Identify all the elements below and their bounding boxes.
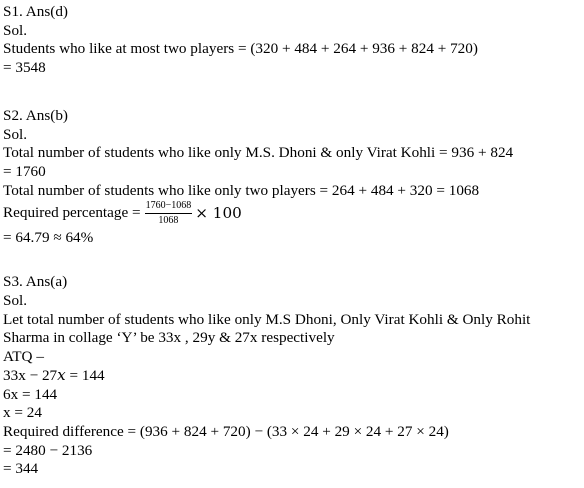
s2-sol-label: Sol.	[3, 126, 28, 143]
s1-heading: S1. Ans(d)	[3, 3, 68, 20]
s1-sol-label: Sol.	[3, 22, 28, 39]
s3-line-2: Sharma in collage ‘Y’ be 33x , 29y & 27x respectively	[3, 329, 335, 346]
fraction	[145, 200, 193, 227]
s3-heading: S3. Ans(a)	[3, 273, 68, 290]
s2-formula-prefix: Required percentage =	[3, 204, 141, 221]
s2-heading: S2. Ans(b)	[3, 107, 68, 124]
s3-line-1: Let total number of students who like only M.S Dhoni, Only Virat Kohli & Only Rohit	[3, 311, 531, 328]
s2-line-2: = 1760	[3, 163, 46, 180]
s2-formula-suffix: × 100	[195, 204, 242, 222]
s2-line-5: = 64.79 ≈ 64%	[3, 229, 94, 246]
s3-line-9: = 344	[3, 460, 39, 477]
s3-line-8: = 2480 − 2136	[3, 442, 93, 459]
s3-line-3: ATQ –	[3, 348, 44, 365]
s3-sol-label: Sol.	[3, 292, 28, 309]
fraction-numerator: 1760−1068	[145, 200, 193, 214]
s3-line-6: x = 24	[3, 404, 42, 421]
s3-line-7: Required difference = (936 + 824 + 720) − (33 × 24 + 29 × 24 + 27 × 24)	[3, 423, 449, 440]
s1-line-2: = 3548	[3, 59, 46, 76]
s1-line-1: Students who like at most two players = (320 + 484 + 264 + 936 + 824 + 720)	[3, 40, 478, 57]
s3-line-5: 6x = 144	[3, 386, 58, 403]
s2-line-1: Total number of students who like only M.S. Dhoni & only Virat Kohli = 936 + 824	[3, 144, 514, 161]
s2-percentage-formula	[3, 198, 242, 228]
fraction-denominator: 1068	[158, 214, 179, 226]
s3-line-4: 33x − 27𝑥 = 144	[3, 367, 105, 384]
s2-line-3: Total number of students who like only two players = 264 + 484 + 320 = 1068	[3, 182, 480, 199]
